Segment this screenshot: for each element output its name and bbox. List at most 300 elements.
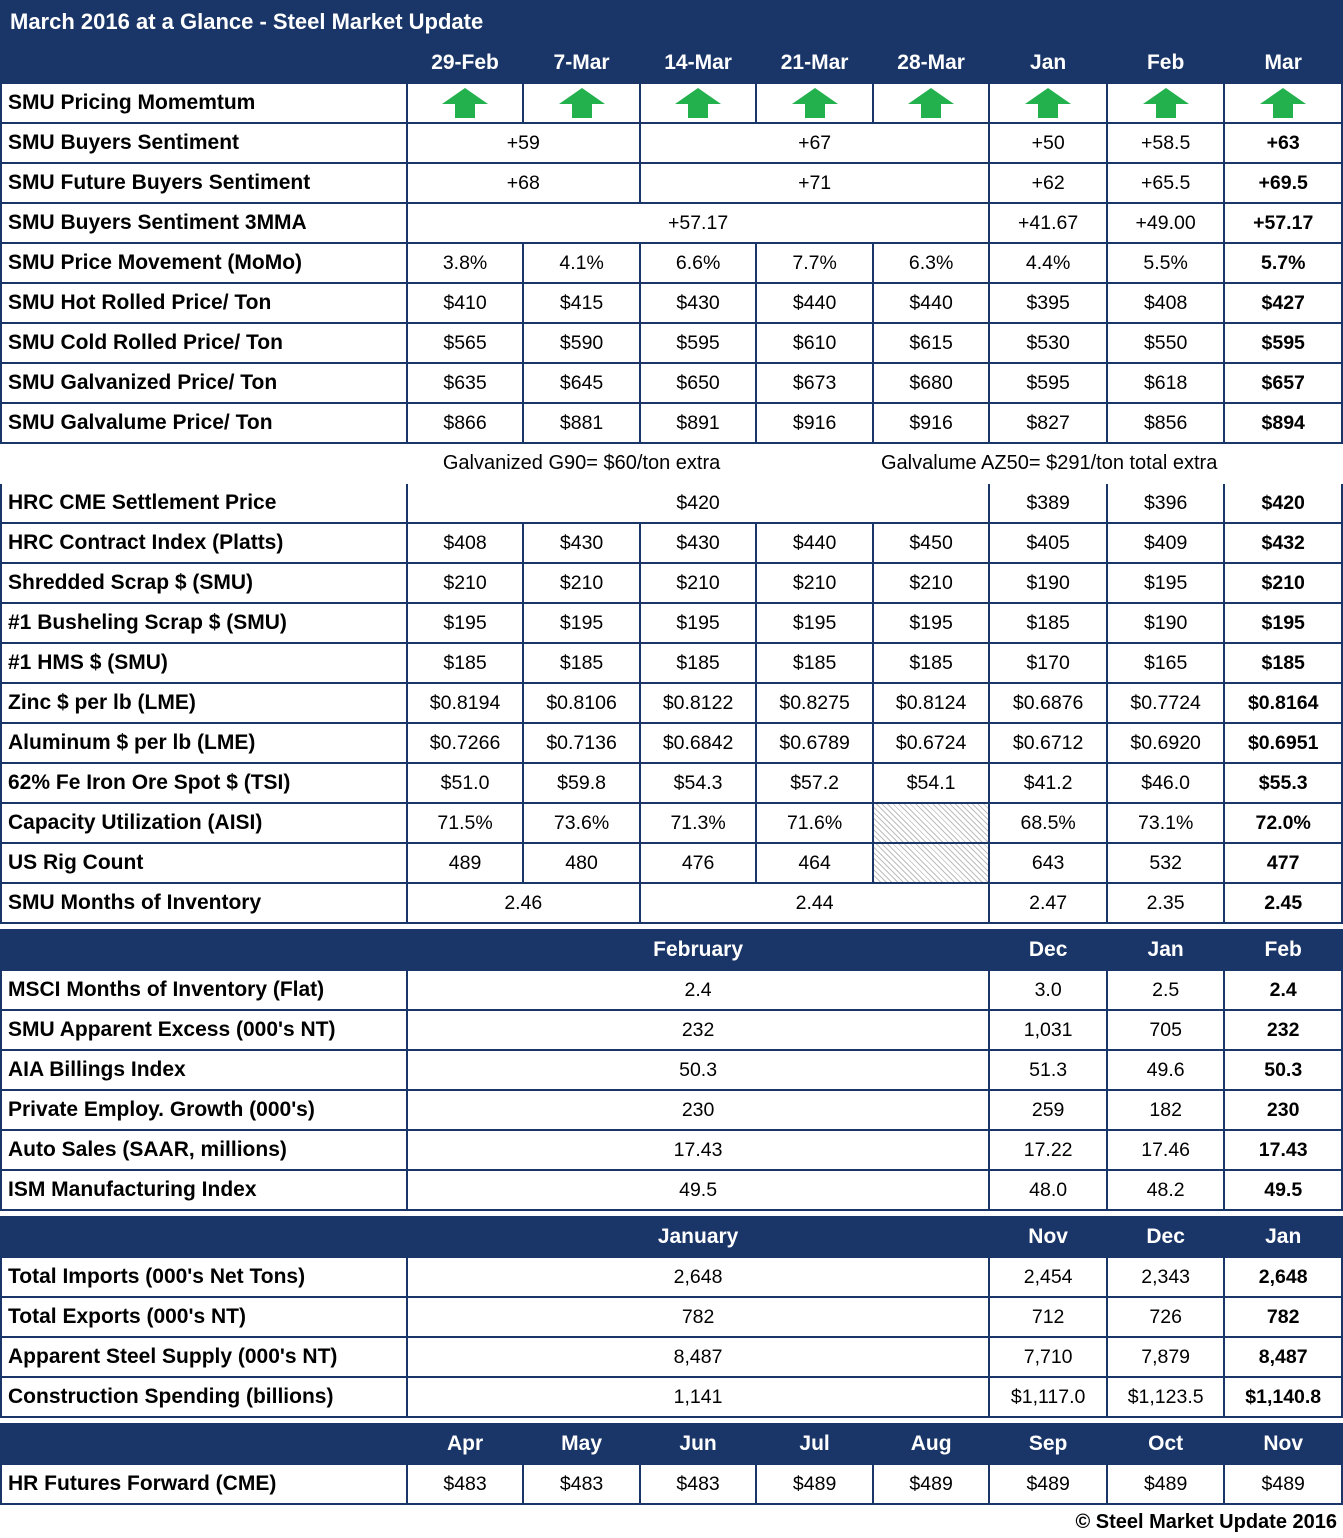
section3-col-month-1: Nov: [989, 1217, 1107, 1257]
hot-rolled-week-5: $440: [873, 283, 990, 323]
iron-ore-week-2: $59.8: [523, 763, 640, 803]
galvalume-week-1: $866: [407, 403, 524, 443]
row-label-hms: #1 HMS $ (SMU): [1, 643, 407, 683]
ism-manufacturing-group: 49.5: [407, 1170, 990, 1210]
row-label-busheling-scrap: #1 Busheling Scrap $ (SMU): [1, 603, 407, 643]
cold-rolled-month-2: $550: [1107, 323, 1225, 363]
hms-month-2: $165: [1107, 643, 1225, 683]
cold-rolled-week-4: $610: [756, 323, 873, 363]
zinc-week-2: $0.8106: [523, 683, 640, 723]
hrc-cme-group: $420: [407, 483, 990, 523]
apparent-supply-month-1: 7,710: [989, 1337, 1107, 1377]
private-employ-month-2: 182: [1107, 1090, 1225, 1130]
iron-ore-month-3: $55.3: [1224, 763, 1342, 803]
up-arrow-icon: [559, 88, 605, 118]
row-label-shredded-scrap: Shredded Scrap $ (SMU): [1, 563, 407, 603]
buyers-sentiment-3mma-month-1: +41.67: [989, 203, 1107, 243]
price-movement-week-5: 6.3%: [873, 243, 990, 283]
table-row: [1, 363, 1342, 403]
buyers-sentiment-group-2: +67: [640, 123, 990, 163]
hrc-cme-month-2: $396: [1107, 483, 1225, 523]
row-label-buyers-sentiment-3mma: SMU Buyers Sentiment 3MMA: [1, 203, 407, 243]
hrc-contract-index-week-4: $440: [756, 523, 873, 563]
col-header-week-5: 28-Mar: [873, 43, 990, 83]
table-row: [1, 523, 1342, 563]
months-inventory-group-1: 2.46: [407, 883, 640, 923]
table-row: [1, 1130, 1342, 1170]
apparent-excess-month-3: 232: [1224, 1010, 1342, 1050]
row-label-months-inventory: SMU Months of Inventory: [1, 883, 407, 923]
iron-ore-month-2: $46.0: [1107, 763, 1225, 803]
iron-ore-week-4: $57.2: [756, 763, 873, 803]
rig-count-week-3: 476: [640, 843, 757, 883]
cold-rolled-week-2: $590: [523, 323, 640, 363]
table-row: [1, 1257, 1342, 1297]
row-label-price-movement: SMU Price Movement (MoMo): [1, 243, 407, 283]
col-header-month-1: Jan: [989, 43, 1107, 83]
section3-period-label: January: [407, 1217, 990, 1257]
busheling-scrap-week-4: $195: [756, 603, 873, 643]
future-buyers-sentiment-group-2: +71: [640, 163, 990, 203]
iron-ore-week-3: $54.3: [640, 763, 757, 803]
total-exports-group: 782: [407, 1297, 990, 1337]
futures-col-5: Aug: [873, 1424, 990, 1464]
months-inventory-group-2: 2.44: [640, 883, 990, 923]
rig-count-month-1: 643: [989, 843, 1107, 883]
buyers-sentiment-3mma-group: +57.17: [407, 203, 990, 243]
aluminum-week-5: $0.6724: [873, 723, 990, 763]
capacity-utilization-week-5-nodata: [873, 803, 990, 843]
col-header-week-1: 29-Feb: [407, 43, 524, 83]
cold-rolled-month-3: $595: [1224, 323, 1342, 363]
row-label-hrc-cme: HRC CME Settlement Price: [1, 483, 407, 523]
months-inventory-month-3: 2.45: [1224, 883, 1342, 923]
table-row: [1, 763, 1342, 803]
row-label-capacity-utilization: Capacity Utilization (AISI): [1, 803, 407, 843]
aia-billings-group: 50.3: [407, 1050, 990, 1090]
section2-header-row: [1, 930, 1342, 970]
apparent-excess-month-2: 705: [1107, 1010, 1225, 1050]
aluminum-week-2: $0.7136: [523, 723, 640, 763]
section3-header-row: [1, 1217, 1342, 1257]
table-row: [1, 1297, 1342, 1337]
futures-col-7: Oct: [1107, 1424, 1225, 1464]
table-row: [1, 883, 1342, 923]
apparent-supply-group: 8,487: [407, 1337, 990, 1377]
hr-futures-8: $489: [1224, 1464, 1342, 1504]
hms-month-1: $170: [989, 643, 1107, 683]
coating-extras-note-row: [1, 443, 1342, 483]
row-label-hr-futures: HR Futures Forward (CME): [1, 1464, 407, 1504]
hrc-contract-index-month-1: $405: [989, 523, 1107, 563]
cold-rolled-week-1: $565: [407, 323, 524, 363]
row-label-apparent-supply: Apparent Steel Supply (000's NT): [1, 1337, 407, 1377]
table-row: [1, 603, 1342, 643]
row-label-total-imports: Total Imports (000's Net Tons): [1, 1257, 407, 1297]
capacity-utilization-month-3: 72.0%: [1224, 803, 1342, 843]
total-exports-month-1: 712: [989, 1297, 1107, 1337]
apparent-excess-month-1: 1,031: [989, 1010, 1107, 1050]
col-header-week-3: 14-Mar: [640, 43, 757, 83]
up-arrow-icon: [1025, 88, 1071, 118]
table-row: [1, 843, 1342, 883]
row-label-hot-rolled: SMU Hot Rolled Price/ Ton: [1, 283, 407, 323]
section2-col-month-1: Dec: [989, 930, 1107, 970]
aluminum-month-1: $0.6712: [989, 723, 1107, 763]
col-header-week-2: 7-Mar: [523, 43, 640, 83]
table-row: [1, 403, 1342, 443]
galvalume-month-2: $856: [1107, 403, 1225, 443]
row-label-rig-count: US Rig Count: [1, 843, 407, 883]
up-arrow-icon: [442, 88, 488, 118]
buyers-sentiment-group-1: +59: [407, 123, 640, 163]
ism-manufacturing-month-3: 49.5: [1224, 1170, 1342, 1210]
apparent-supply-month-3: 8,487: [1224, 1337, 1342, 1377]
row-label-ism-manufacturing: ISM Manufacturing Index: [1, 1170, 407, 1210]
hot-rolled-month-1: $395: [989, 283, 1107, 323]
momentum-week-4: [756, 83, 873, 123]
ism-manufacturing-month-2: 48.2: [1107, 1170, 1225, 1210]
cold-rolled-month-1: $530: [989, 323, 1107, 363]
table-row: [1, 1464, 1342, 1504]
private-employ-month-3: 230: [1224, 1090, 1342, 1130]
hr-futures-2: $483: [523, 1464, 640, 1504]
col-header-month-3: Mar: [1224, 43, 1342, 83]
row-label-aia-billings: AIA Billings Index: [1, 1050, 407, 1090]
private-employ-group: 230: [407, 1090, 990, 1130]
table-row: [1, 1337, 1342, 1377]
zinc-week-3: $0.8122: [640, 683, 757, 723]
hr-futures-3: $483: [640, 1464, 757, 1504]
hot-rolled-week-1: $410: [407, 283, 524, 323]
momentum-week-2: [523, 83, 640, 123]
row-label-total-exports: Total Exports (000's NT): [1, 1297, 407, 1337]
auto-sales-month-2: 17.46: [1107, 1130, 1225, 1170]
aia-billings-month-3: 50.3: [1224, 1050, 1342, 1090]
galvanized-week-2: $645: [523, 363, 640, 403]
momentum-week-5: [873, 83, 990, 123]
rig-count-month-2: 532: [1107, 843, 1225, 883]
rig-count-month-3: 477: [1224, 843, 1342, 883]
section2-col-month-2: Jan: [1107, 930, 1225, 970]
table-row: [1, 1010, 1342, 1050]
total-exports-month-2: 726: [1107, 1297, 1225, 1337]
apparent-excess-group: 232: [407, 1010, 990, 1050]
shredded-scrap-week-5: $210: [873, 563, 990, 603]
futures-col-1: Apr: [407, 1424, 524, 1464]
section3-col-month-2: Dec: [1107, 1217, 1225, 1257]
galvanized-week-1: $635: [407, 363, 524, 403]
hrc-contract-index-week-2: $430: [523, 523, 640, 563]
table-row: [1, 1090, 1342, 1130]
hms-week-3: $185: [640, 643, 757, 683]
row-label-aluminum: Aluminum $ per lb (LME): [1, 723, 407, 763]
momentum-month-2: [1107, 83, 1225, 123]
up-arrow-icon: [675, 88, 721, 118]
auto-sales-month-1: 17.22: [989, 1130, 1107, 1170]
capacity-utilization-month-2: 73.1%: [1107, 803, 1225, 843]
galvalume-week-4: $916: [756, 403, 873, 443]
months-inventory-month-1: 2.47: [989, 883, 1107, 923]
section-spacer: [1, 1210, 1342, 1217]
zinc-month-2: $0.7724: [1107, 683, 1225, 723]
zinc-month-1: $0.6876: [989, 683, 1107, 723]
busheling-scrap-month-2: $190: [1107, 603, 1225, 643]
galvanized-week-4: $673: [756, 363, 873, 403]
note-spacer: [1, 443, 407, 483]
momentum-week-1: [407, 83, 524, 123]
cold-rolled-week-5: $615: [873, 323, 990, 363]
galvanized-month-1: $595: [989, 363, 1107, 403]
title-row: [1, 1, 1342, 43]
capacity-utilization-week-2: 73.6%: [523, 803, 640, 843]
header-spacer: [1, 43, 407, 83]
table-row: [1, 1170, 1342, 1210]
momentum-month-3: [1224, 83, 1342, 123]
hot-rolled-week-3: $430: [640, 283, 757, 323]
hms-month-3: $185: [1224, 643, 1342, 683]
rig-count-week-5-nodata: [873, 843, 990, 883]
galvalume-week-3: $891: [640, 403, 757, 443]
table-row: [1, 83, 1342, 123]
hot-rolled-month-3: $427: [1224, 283, 1342, 323]
private-employ-month-1: 259: [989, 1090, 1107, 1130]
hr-futures-6: $489: [989, 1464, 1107, 1504]
table-row: [1, 803, 1342, 843]
table-row: [1, 723, 1342, 763]
hr-futures-7: $489: [1107, 1464, 1225, 1504]
note-galvalume-extra: Galvalume AZ50= $291/ton total extra: [756, 443, 1342, 483]
row-label-future-buyers-sentiment: SMU Future Buyers Sentiment: [1, 163, 407, 203]
construction-spending-month-2: $1,123.5: [1107, 1377, 1225, 1417]
zinc-week-4: $0.8275: [756, 683, 873, 723]
section2-period-label: February: [407, 930, 990, 970]
future-buyers-sentiment-month-1: +62: [989, 163, 1107, 203]
hrc-contract-index-week-3: $430: [640, 523, 757, 563]
hms-week-4: $185: [756, 643, 873, 683]
price-movement-week-2: 4.1%: [523, 243, 640, 283]
total-exports-month-3: 782: [1224, 1297, 1342, 1337]
shredded-scrap-week-2: $210: [523, 563, 640, 603]
aia-billings-month-1: 51.3: [989, 1050, 1107, 1090]
galvanized-week-3: $650: [640, 363, 757, 403]
galvalume-month-1: $827: [989, 403, 1107, 443]
up-arrow-icon: [1260, 88, 1306, 118]
busheling-scrap-week-1: $195: [407, 603, 524, 643]
total-imports-group: 2,648: [407, 1257, 990, 1297]
iron-ore-week-1: $51.0: [407, 763, 524, 803]
row-label-momentum: SMU Pricing Momemtum: [1, 83, 407, 123]
table-row: [1, 243, 1342, 283]
table-row: [1, 283, 1342, 323]
auto-sales-month-3: 17.43: [1224, 1130, 1342, 1170]
row-label-galvalume: SMU Galvalume Price/ Ton: [1, 403, 407, 443]
zinc-week-1: $0.8194: [407, 683, 524, 723]
futures-col-3: Jun: [640, 1424, 757, 1464]
future-buyers-sentiment-month-3: +69.5: [1224, 163, 1342, 203]
shredded-scrap-month-1: $190: [989, 563, 1107, 603]
row-label-buyers-sentiment: SMU Buyers Sentiment: [1, 123, 407, 163]
futures-header-spacer: [1, 1424, 407, 1464]
cold-rolled-week-3: $595: [640, 323, 757, 363]
aia-billings-month-2: 49.6: [1107, 1050, 1225, 1090]
table-row: [1, 163, 1342, 203]
busheling-scrap-month-1: $185: [989, 603, 1107, 643]
row-label-private-employ: Private Employ. Growth (000's): [1, 1090, 407, 1130]
price-movement-week-1: 3.8%: [407, 243, 524, 283]
busheling-scrap-month-3: $195: [1224, 603, 1342, 643]
price-movement-week-3: 6.6%: [640, 243, 757, 283]
msci-months-inventory-group: 2.4: [407, 970, 990, 1010]
price-movement-month-1: 4.4%: [989, 243, 1107, 283]
busheling-scrap-week-3: $195: [640, 603, 757, 643]
hms-week-1: $185: [407, 643, 524, 683]
row-label-iron-ore: 62% Fe Iron Ore Spot $ (TSI): [1, 763, 407, 803]
aluminum-month-3: $0.6951: [1224, 723, 1342, 763]
aluminum-week-3: $0.6842: [640, 723, 757, 763]
note-galvanized-extra: Galvanized G90= $60/ton extra: [407, 443, 757, 483]
hrc-contract-index-month-3: $432: [1224, 523, 1342, 563]
table-row: [1, 1050, 1342, 1090]
table-row: [1, 1377, 1342, 1417]
table-row: [1, 563, 1342, 603]
hot-rolled-month-2: $408: [1107, 283, 1225, 323]
busheling-scrap-week-5: $195: [873, 603, 990, 643]
page-title: March 2016 at a Glance - Steel Market Update: [1, 1, 1342, 43]
section-spacer: [1, 923, 1342, 930]
hrc-contract-index-month-2: $409: [1107, 523, 1225, 563]
row-label-apparent-excess: SMU Apparent Excess (000's NT): [1, 1010, 407, 1050]
iron-ore-week-5: $54.1: [873, 763, 990, 803]
zinc-week-5: $0.8124: [873, 683, 990, 723]
capacity-utilization-week-3: 71.3%: [640, 803, 757, 843]
col-header-month-2: Feb: [1107, 43, 1225, 83]
table-row: [1, 683, 1342, 723]
buyers-sentiment-month-2: +58.5: [1107, 123, 1225, 163]
row-label-zinc: Zinc $ per lb (LME): [1, 683, 407, 723]
up-arrow-icon: [1143, 88, 1189, 118]
rig-count-week-2: 480: [523, 843, 640, 883]
hms-week-2: $185: [523, 643, 640, 683]
futures-header-row: [1, 1424, 1342, 1464]
table-row: [1, 483, 1342, 523]
shredded-scrap-week-1: $210: [407, 563, 524, 603]
future-buyers-sentiment-group-1: +68: [407, 163, 640, 203]
total-imports-month-1: 2,454: [989, 1257, 1107, 1297]
construction-spending-group: 1,141: [407, 1377, 990, 1417]
shredded-scrap-week-3: $210: [640, 563, 757, 603]
apparent-supply-month-2: 7,879: [1107, 1337, 1225, 1377]
copyright-footer: © Steel Market Update 2016: [1075, 1511, 1337, 1533]
buyers-sentiment-3mma-month-2: +49.00: [1107, 203, 1225, 243]
auto-sales-group: 17.43: [407, 1130, 990, 1170]
futures-col-6: Sep: [989, 1424, 1107, 1464]
galvanized-month-3: $657: [1224, 363, 1342, 403]
aluminum-week-4: $0.6789: [756, 723, 873, 763]
row-label-auto-sales: Auto Sales (SAAR, millions): [1, 1130, 407, 1170]
table-row: [1, 970, 1342, 1010]
up-arrow-icon: [792, 88, 838, 118]
row-label-cold-rolled: SMU Cold Rolled Price/ Ton: [1, 323, 407, 363]
aluminum-month-2: $0.6920: [1107, 723, 1225, 763]
construction-spending-month-3: $1,140.8: [1224, 1377, 1342, 1417]
momentum-week-3: [640, 83, 757, 123]
table-row: [1, 323, 1342, 363]
shredded-scrap-month-2: $195: [1107, 563, 1225, 603]
msci-months-inventory-month-3: 2.4: [1224, 970, 1342, 1010]
capacity-utilization-week-1: 71.5%: [407, 803, 524, 843]
section2-header-spacer: [1, 930, 407, 970]
rig-count-week-1: 489: [407, 843, 524, 883]
column-header-row: [1, 43, 1342, 83]
galvanized-month-2: $618: [1107, 363, 1225, 403]
galvanized-week-5: $680: [873, 363, 990, 403]
section-spacer: [1, 1417, 1342, 1424]
table-row: [1, 643, 1342, 683]
total-imports-month-3: 2,648: [1224, 1257, 1342, 1297]
capacity-utilization-month-1: 68.5%: [989, 803, 1107, 843]
hr-futures-5: $489: [873, 1464, 990, 1504]
section3-col-month-3: Jan: [1224, 1217, 1342, 1257]
hrc-cme-month-1: $389: [989, 483, 1107, 523]
busheling-scrap-week-2: $195: [523, 603, 640, 643]
construction-spending-month-1: $1,117.0: [989, 1377, 1107, 1417]
total-imports-month-2: 2,343: [1107, 1257, 1225, 1297]
col-header-week-4: 21-Mar: [756, 43, 873, 83]
price-movement-month-3: 5.7%: [1224, 243, 1342, 283]
zinc-month-3: $0.8164: [1224, 683, 1342, 723]
hr-futures-4: $489: [756, 1464, 873, 1504]
galvalume-week-2: $881: [523, 403, 640, 443]
buyers-sentiment-3mma-month-3: +57.17: [1224, 203, 1342, 243]
row-label-galvanized: SMU Galvanized Price/ Ton: [1, 363, 407, 403]
shredded-scrap-week-4: $210: [756, 563, 873, 603]
hms-week-5: $185: [873, 643, 990, 683]
table-row: [1, 203, 1342, 243]
section2-col-month-3: Feb: [1224, 930, 1342, 970]
ism-manufacturing-month-1: 48.0: [989, 1170, 1107, 1210]
momentum-month-1: [989, 83, 1107, 123]
price-movement-month-2: 5.5%: [1107, 243, 1225, 283]
hr-futures-1: $483: [407, 1464, 524, 1504]
hot-rolled-week-2: $415: [523, 283, 640, 323]
row-label-construction-spending: Construction Spending (billions): [1, 1377, 407, 1417]
rig-count-week-4: 464: [756, 843, 873, 883]
msci-months-inventory-month-2: 2.5: [1107, 970, 1225, 1010]
futures-col-8: Nov: [1224, 1424, 1342, 1464]
table-row: [1, 123, 1342, 163]
hrc-contract-index-week-5: $450: [873, 523, 990, 563]
section3-header-spacer: [1, 1217, 407, 1257]
shredded-scrap-month-3: $210: [1224, 563, 1342, 603]
buyers-sentiment-month-3: +63: [1224, 123, 1342, 163]
msci-months-inventory-month-1: 3.0: [989, 970, 1107, 1010]
futures-col-4: Jul: [756, 1424, 873, 1464]
future-buyers-sentiment-month-2: +65.5: [1107, 163, 1225, 203]
aluminum-week-1: $0.7266: [407, 723, 524, 763]
row-label-msci-months-inventory: MSCI Months of Inventory (Flat): [1, 970, 407, 1010]
hrc-cme-month-3: $420: [1224, 483, 1342, 523]
up-arrow-icon: [908, 88, 954, 118]
months-inventory-month-2: 2.35: [1107, 883, 1225, 923]
capacity-utilization-week-4: 71.6%: [756, 803, 873, 843]
galvalume-month-3: $894: [1224, 403, 1342, 443]
iron-ore-month-1: $41.2: [989, 763, 1107, 803]
row-label-hrc-contract-index: HRC Contract Index (Platts): [1, 523, 407, 563]
galvalume-week-5: $916: [873, 403, 990, 443]
hrc-contract-index-week-1: $408: [407, 523, 524, 563]
futures-col-2: May: [523, 1424, 640, 1464]
